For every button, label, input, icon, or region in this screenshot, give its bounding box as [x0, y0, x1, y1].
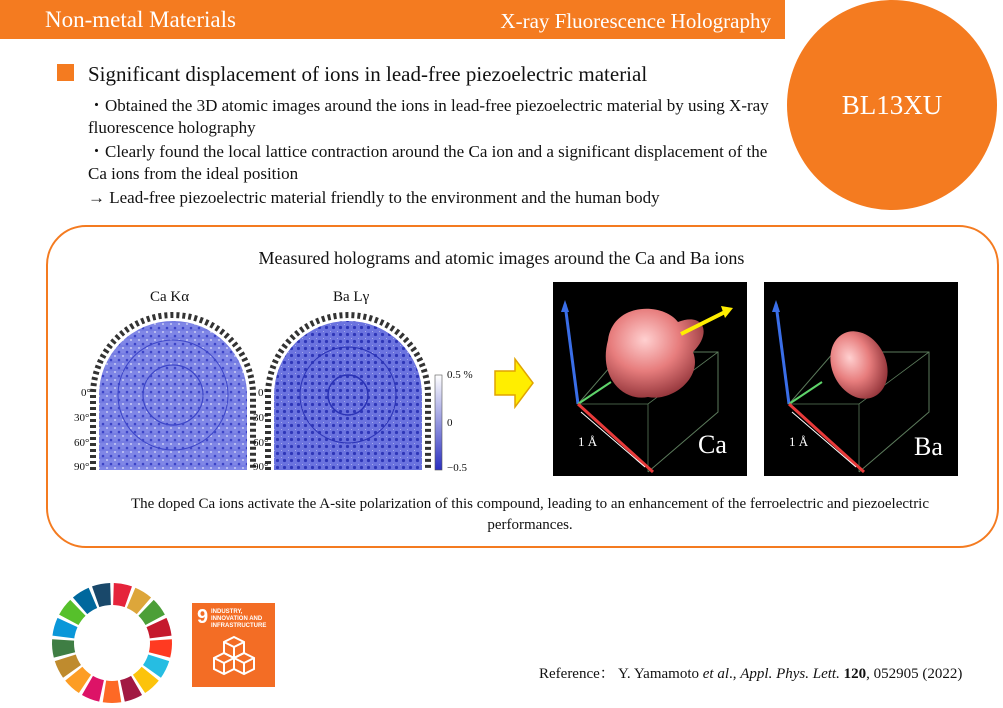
sdg-number: 9: [197, 606, 209, 628]
colorbar-mid: 0: [447, 417, 453, 429]
beamline-badge: [787, 0, 997, 210]
reference-journal: Appl. Phys. Lett.: [740, 666, 840, 682]
key-points: [88, 95, 778, 211]
angle-label: 60°: [253, 437, 269, 449]
point-1: ・Obtained the 3D atomic images around the ions in lead-free piezoelectric material by using X-ray fluorescence holography: [88, 96, 769, 137]
sdg-text: INDUSTRY, INNOVATION AND INFRASTRUCTURE: [211, 609, 267, 629]
point-3: → Lead-free piezoelectric material friendly to the environment and the human body: [88, 188, 660, 207]
reference-authors: Y. Yamamoto: [618, 666, 699, 682]
reference-prefix: Reference：: [539, 666, 615, 682]
sdg-wheel-logo: [47, 578, 177, 708]
angle-label: 60°: [74, 437, 90, 449]
category-title: Non-metal Materials: [45, 7, 236, 32]
panel-title: Measured holograms and atomic images around the Ca and Ba ions: [258, 248, 745, 268]
technique-title: X-ray Fluorescence Holography: [500, 9, 771, 33]
beamline-label: BL13XU: [841, 89, 943, 120]
cubes-icon: [210, 633, 258, 681]
angle-label: 0°: [258, 387, 268, 399]
scale-label-ca: 1 Å: [578, 434, 598, 449]
header-bar: [0, 0, 785, 39]
point-2: ・Clearly found the local lattice contraction around the Ca ion and a significant displacement of the Ca ions from the ideal position: [88, 142, 768, 183]
angle-label: 90°: [253, 461, 269, 473]
ion-label-ba: Ba: [914, 432, 943, 461]
right-arrow-icon: [493, 357, 535, 409]
bullet-square-icon: [57, 64, 74, 81]
angle-label: 0°: [81, 387, 91, 399]
colorbar: [435, 375, 442, 470]
sdg9-icon: [192, 603, 275, 687]
colorbar-max: 0.5 %: [447, 369, 473, 381]
reference-etal: et al: [702, 666, 729, 682]
angle-label: 90°: [74, 461, 90, 473]
hologram-figure: [85, 310, 475, 475]
colorbar-min: −0.5: [447, 462, 467, 474]
reference: Reference： Y. Yamamoto et al., Appl. Phys. Lett. 120, 052905 (2022): [539, 666, 963, 682]
hologram-ca: [93, 315, 253, 470]
reference-volume: 120: [843, 666, 867, 682]
scale-label-ba: 1 Å: [789, 434, 809, 449]
main-title: Significant displacement of ions in lead-free piezoelectric material: [88, 62, 648, 86]
hologram-label-ca: Ca Kα: [150, 289, 190, 305]
hologram-label-ba: Ba Lγ: [333, 289, 370, 305]
hologram-ba: [268, 315, 428, 470]
angle-label: 30°: [253, 412, 269, 424]
figure-caption: The doped Ca ions activate the A-site polarization of this compound, leading to an enhancement of the ferroelectric and piezoelectric performances.: [130, 496, 930, 533]
reference-rest: , 052905 (2022): [866, 666, 963, 682]
ion-label-ca: Ca: [698, 430, 727, 459]
angle-label: 30°: [74, 412, 90, 424]
